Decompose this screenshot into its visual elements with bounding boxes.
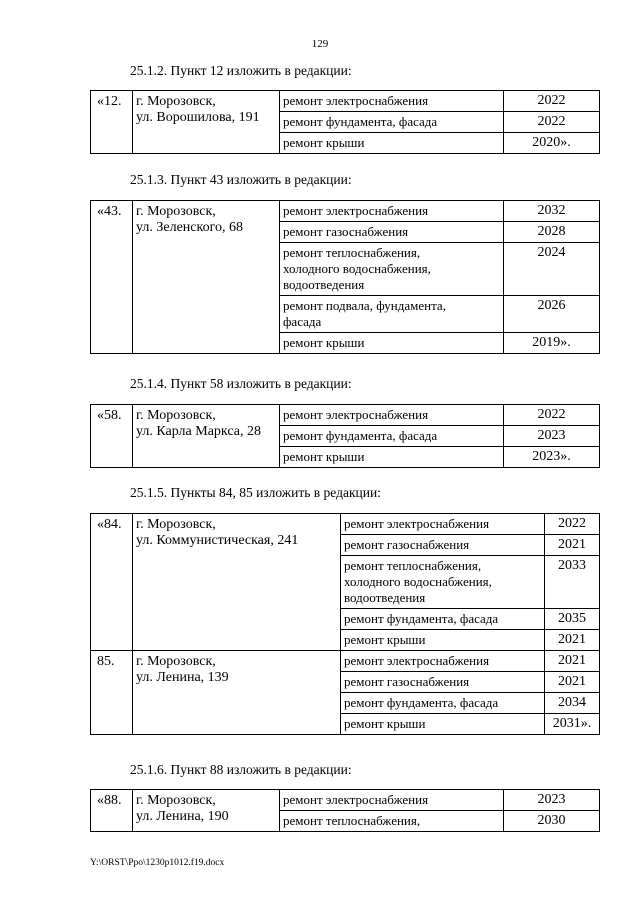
item-number: «12. (91, 91, 133, 154)
work-type-cell (341, 630, 545, 651)
work-type-line: ремонт электроснабжения (283, 203, 429, 218)
work-type-line: ремонт фундамента, фасада (283, 114, 438, 129)
year-cell: 2026 (504, 296, 600, 333)
work-type-line: ремонт газоснабжения (344, 674, 470, 689)
work-type-cell (280, 426, 504, 447)
year-cell: 2021 (545, 535, 600, 556)
year-cell: 2031». (545, 714, 600, 735)
work-type-line: ремонт теплоснабжения, (283, 245, 421, 260)
work-type-cell (341, 693, 545, 714)
item-number: «84. (91, 514, 133, 651)
section-table (90, 404, 600, 468)
year-cell: 2019». (504, 333, 600, 354)
work-type-line: ремонт электроснабжения (283, 407, 429, 422)
work-type-line: ремонт газоснабжения (283, 224, 409, 239)
year-cell: 2021 (545, 672, 600, 693)
work-type-cell (280, 243, 504, 296)
table-row (91, 514, 600, 535)
section-heading: 25.1.5. Пункты 84, 85 изложить в редакции: (130, 485, 381, 500)
work-type-line: фасада (283, 314, 322, 329)
year-cell: 2032 (504, 201, 600, 222)
year-cell: 2022 (504, 91, 600, 112)
section-table (90, 789, 600, 832)
work-type-line: ремонт крыши (283, 135, 365, 150)
work-type-line: ремонт крыши (283, 449, 365, 464)
work-type-line: ремонт фундамента, фасада (344, 611, 499, 626)
address-city: г. Морозовск, (136, 517, 216, 532)
work-type-line: ремонт крыши (344, 632, 426, 647)
work-type-line: ремонт теплоснабжения, (283, 813, 421, 828)
address-cell (133, 405, 280, 468)
work-type-line: холодного водоснабжения, (283, 261, 431, 276)
work-type-cell (341, 535, 545, 556)
item-number: «43. (91, 201, 133, 354)
year-cell: 2024 (504, 243, 600, 296)
work-type-cell (341, 651, 545, 672)
section-heading: 25.1.3. Пункт 43 изложить в редакции: (130, 172, 352, 187)
work-type-cell (341, 514, 545, 535)
item-number: 85. (91, 651, 133, 735)
year-cell: 2034 (545, 693, 600, 714)
address-cell (133, 91, 280, 154)
work-type-line: ремонт подвала, фундамента, (283, 298, 446, 313)
year-cell: 2023». (504, 447, 600, 468)
year-cell: 2030 (504, 811, 600, 832)
address-cell (133, 201, 280, 354)
year-cell: 2021 (545, 651, 600, 672)
address-street: ул. Карла Маркса, 28 (136, 424, 261, 439)
address-street: ул. Ленина, 190 (136, 809, 229, 824)
work-type-cell (280, 112, 504, 133)
work-type-cell (280, 447, 504, 468)
work-type-cell (341, 556, 545, 609)
work-type-line: ремонт теплоснабжения, (344, 558, 482, 573)
work-type-line: ремонт фундамента, фасада (344, 695, 499, 710)
work-type-line: ремонт электроснабжения (344, 516, 490, 531)
year-cell: 2022 (545, 514, 600, 535)
work-type-cell (280, 790, 504, 811)
work-type-cell (280, 222, 504, 243)
work-type-line: ремонт электроснабжения (283, 792, 429, 807)
address-cell (133, 790, 280, 832)
address-city: г. Морозовск, (136, 793, 216, 808)
address-cell (133, 651, 341, 735)
address-street: ул. Ленина, 139 (136, 670, 229, 685)
work-type-line: водоотведения (283, 277, 365, 292)
page-number: 129 (311, 38, 329, 50)
work-type-cell (341, 672, 545, 693)
section-heading: 25.1.2. Пункт 12 изложить в редакции: (130, 63, 352, 78)
file-path-footer: Y:\ORST\Ppo\1230p1012.f19.docx (90, 858, 225, 868)
table-row (91, 91, 600, 112)
table-row (91, 790, 600, 811)
work-type-cell (280, 201, 504, 222)
address-street: ул. Коммунистическая, 241 (136, 533, 299, 548)
year-cell: 2020». (504, 133, 600, 154)
work-type-cell (341, 714, 545, 735)
table-row (91, 201, 600, 222)
work-type-cell (280, 296, 504, 333)
year-cell: 2021 (545, 630, 600, 651)
address-city: г. Морозовск, (136, 204, 216, 219)
item-number: «88. (91, 790, 133, 832)
year-cell: 2022 (504, 112, 600, 133)
year-cell: 2022 (504, 405, 600, 426)
address-city: г. Морозовск, (136, 408, 216, 423)
section-table (90, 90, 600, 154)
work-type-line: ремонт электроснабжения (283, 93, 429, 108)
section-heading: 25.1.6. Пункт 88 изложить в редакции: (130, 762, 352, 777)
work-type-line: ремонт электроснабжения (344, 653, 490, 668)
year-cell: 2035 (545, 609, 600, 630)
work-type-cell (280, 405, 504, 426)
work-type-cell (280, 133, 504, 154)
address-city: г. Морозовск, (136, 654, 216, 669)
section-heading: 25.1.4. Пункт 58 изложить в редакции: (130, 376, 352, 391)
year-cell: 2033 (545, 556, 600, 609)
work-type-cell (280, 91, 504, 112)
work-type-line: ремонт фундамента, фасада (283, 428, 438, 443)
year-cell: 2023 (504, 790, 600, 811)
work-type-line: ремонт крыши (283, 335, 365, 350)
work-type-cell (280, 333, 504, 354)
work-type-line: ремонт газоснабжения (344, 537, 470, 552)
address-city: г. Морозовск, (136, 94, 216, 109)
work-type-line: водоотведения (344, 590, 426, 605)
table-row (91, 651, 600, 672)
work-type-line: ремонт крыши (344, 716, 426, 731)
address-street: ул. Зеленского, 68 (136, 220, 243, 235)
year-cell: 2028 (504, 222, 600, 243)
work-type-cell (280, 811, 504, 832)
work-type-line: холодного водоснабжения, (344, 574, 492, 589)
section-table (90, 200, 600, 354)
work-type-cell (341, 609, 545, 630)
year-cell: 2023 (504, 426, 600, 447)
address-street: ул. Ворошилова, 191 (136, 110, 260, 125)
address-cell (133, 514, 341, 651)
section-table (90, 513, 600, 735)
table-row (91, 405, 600, 426)
item-number: «58. (91, 405, 133, 468)
